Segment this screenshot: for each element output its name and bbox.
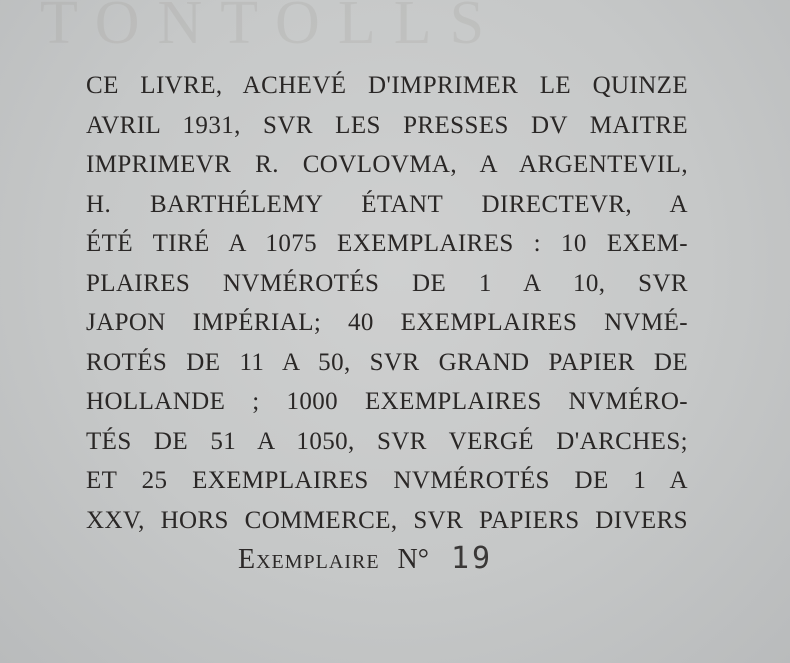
colophon-line: JAPON IMPÉRIAL; 40 EXEMPLAIRES NVMÉ- <box>86 309 688 336</box>
colophon-line: AVRIL 1931, SVR LES PRESSES DV MAITRE <box>86 111 688 139</box>
colophon-line: H. BARTHÉLEMY ÉTANT DIRECTEVR, A <box>86 190 688 218</box>
colophon-line: ET 25 EXEMPLAIRES NVMÉROTÉS DE 1 A <box>86 467 688 494</box>
colophon-line: XXV, HORS COMMERCE, SVR PAPIERS DIVERS <box>86 506 688 534</box>
colophon-line: IMPRIMEVR R. COVLOVMA, A ARGENTEVIL, <box>86 151 688 178</box>
colophon-line: PLAIRES NVMÉROTÉS DE 1 A 10, SVR <box>86 269 688 297</box>
colophon-line: ROTÉS DE 11 A 50, SVR GRAND PAPIER DE <box>86 348 688 376</box>
show-through-text: TONTOLLS <box>40 0 503 52</box>
colophon-line: CE LIVRE, ACHEVÉ D'IMPRIMER LE QUINZE <box>86 72 688 99</box>
colophon-line: ÉTÉ TIRÉ A 1075 EXEMPLAIRES : 10 EXEM- <box>86 230 688 257</box>
copy-number <box>238 537 493 581</box>
copy-number-value: 19 <box>450 541 494 576</box>
copy-number-label: Exemplaire <box>238 544 380 575</box>
number-sign: N° <box>397 544 429 575</box>
colophon-line: TÉS DE 51 A 1050, SVR VERGÉ D'ARCHES; <box>86 427 688 455</box>
colophon-line: HOLLANDE ; 1000 EXEMPLAIRES NVMÉRO- <box>86 388 688 415</box>
colophon-text <box>86 66 688 540</box>
